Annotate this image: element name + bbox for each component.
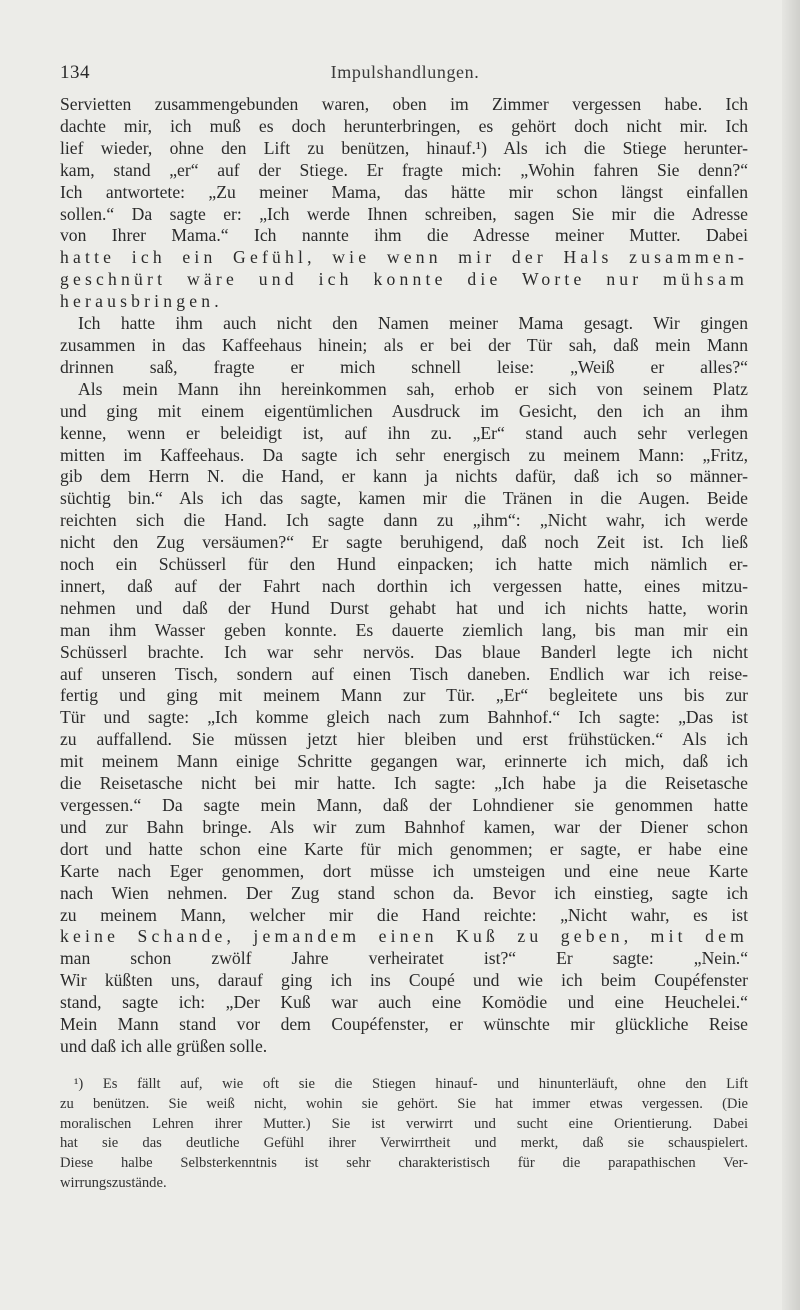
body-line: Ich hatte ihm auch nicht den Namen meiner Mama gesagt. Wir gingen [78,313,748,334]
body-line: herausbringen. [60,291,223,312]
body-text [60,94,748,1058]
page-number: 134 [60,62,90,83]
body-line: zu auffallend. Sie müssen jetzt hier bleiben und erst frühstücken.“ Als ich [60,729,748,750]
body-line: reichten sich die Hand. Ich sagte dann zu „ihm“: „Nicht wahr, ich werde [60,510,748,531]
body-line: zusammen in das Kaffeehaus hinein; als er bei der Tür sah, daß mein Mann [60,334,748,355]
page-edge-shadow [782,0,800,1310]
body-line: man schon zwölf Jahre verheiratet ist?“ Er sagte: „Nein.“ [60,948,748,969]
body-line: stand, sagte ich: „Der Kuß war auch eine Komödie und eine Heuchelei.“ [60,992,748,1013]
body-line: und zur Bahn bringe. Als wir zum Bahnhof kamen, war der Diener schon [60,816,748,837]
body-line: Tür und sagte: „Ich komme gleich nach zum Bahnhof.“ Ich sagte: „Das ist [60,707,748,728]
body-line: gib dem Herrn N. die Hand, er kann ja nichts dafür, daß ich so männer- [60,466,748,487]
body-line: Wir küßten uns, darauf ging ich ins Coupé und wie ich beim Coupéfenster [60,970,748,991]
body-line: Servietten zusammengebunden waren, oben im Zimmer vergessen habe. Ich [60,94,748,114]
body-line: dachte mir, ich muß es doch herunterbringen, es gehört doch nicht mir. Ich [60,115,748,136]
body-line: mit meinem Mann einige Schritte gegangen war, erinnerte ich mich, daß ich [60,751,748,772]
body-line: auf unseren Tisch, sondern auf einen Tisch daneben. Endlich war ich reise- [60,663,748,684]
body-line: die Reisetasche nicht bei mir hatte. Ich sagte: „Ich habe ja die Reisetasche [60,773,748,794]
body-line: nicht den Zug versäumen?“ Er sagte beruhigend, daß noch Zeit ist. Ich ließ [60,532,748,553]
body-line: kenne, wenn er beleidigt ist, auf ihn zu. „Er“ stand auch sehr verlegen [60,422,748,443]
body-line: hatte ich ein Gefühl, wie wenn mir der Hals zusammen- [60,247,748,268]
running-head: Impulshandlungen. [330,62,480,82]
body-line: dort und hatte schon eine Karte für mich genommen; er sagte, er habe eine [60,838,748,859]
body-line: Karte nach Eger genommen, dort müsse ich umsteigen und eine neue Karte [60,860,748,881]
body-line: von Ihrer Mama.“ Ich nannte ihm die Adresse meiner Mutter. Dabei [60,225,748,246]
body-line: innert, daß auf der Fahrt nach dorthin ich vergessen hatte, eines mitzu- [60,575,748,596]
body-line: kam, stand „er“ auf der Stiege. Er fragte mich: „Wohin fahren Sie denn?“ [60,159,748,180]
body-line: Als mein Mann ihn hereinkommen sah, erhob er sich von seinem Platz [78,378,748,399]
body-line: und ging mit einem eigentümlichen Ausdruck im Gesicht, den ich an ihm [60,400,748,421]
body-line: und daß ich alle grüßen solle. [60,1035,268,1056]
body-line: nehmen und daß der Hund Durst gehabt hat und ich nichts hatte, worin [60,597,748,618]
footnote-line: ¹) Es fällt auf, wie oft sie die Stiegen hinauf- und hinunterläuft, ohne den Lift [74,1076,748,1092]
body-line: mitten im Kaffeehaus. Da sagte ich sehr energisch zu meinem Mann: „Fritz, [60,444,748,465]
body-line: Ich antwortete: „Zu meiner Mama, das hätte mir schon längst einfallen [60,181,748,202]
body-line: noch ein Schüsserl für den Hund einpacken; ich hatte mich nämlich er- [60,554,748,575]
body-line: zu meinem Mann, welcher mir die Hand reichte: „Nicht wahr, es ist [60,904,748,925]
body-line: fertig und ging mit meinem Mann zur Tür. „Er“ begleitete uns bis zur [60,685,748,706]
footnote-line: hat sie das deutliche Gefühl ihrer Verwirrtheit und merkt, daß sie schauspielert. [60,1135,748,1152]
body-line: Mein Mann stand vor dem Coupéfenster, er wünschte mir glückliche Reise [60,1014,748,1035]
body-line: süchtig bin.“ Als ich das sagte, kamen mir die Tränen in die Augen. Beide [60,488,748,509]
page-header [60,62,750,88]
body-line: Schüsserl brachte. Ich war sehr nervös. Das blaue Banderl legte ich nicht [60,641,748,662]
body-line: nach Wien nehmen. Der Zug stand schon da. Bevor ich einstieg, sagte ich [60,882,748,903]
body-line: man ihm Wasser geben konnte. Es dauerte ziemlich lang, bis man mir ein [60,619,748,640]
body-line: vergessen.“ Da sagte mein Mann, daß der Lohndiener sie genommen hatte [60,795,748,815]
footnote-line: wirrungszustände. [60,1174,167,1191]
footnote-line: moralischen Lehren ihrer Mutter.) Sie ist verwirrt und sucht eine Orientierung. Dabei [60,1115,748,1132]
footnotes [60,1075,748,1194]
body-line: keine Schande, jemandem einen Kuß zu geben, mit dem [60,926,748,947]
body-line: geschnürt wäre und ich konnte die Worte nur mühsam [60,269,748,290]
footnote-line: zu benützen. Sie weiß nicht, wohin sie gehört. Sie hat immer etwas vergessen. (Die [60,1095,748,1112]
body-line: lief wieder, ohne den Lift zu benützen, hinauf.¹) Als ich die Stiege herunter- [60,137,748,158]
body-line: sollen.“ Da sagte er: „Ich werde Ihnen schreiben, sagen Sie mir die Adresse [60,203,748,224]
body-line: drinnen saß, fragte er mich schnell leise: „Weiß er alles?“ [60,356,748,377]
footnote-line: Diese halbe Selbsterkenntnis ist sehr charakteristisch für die parapathischen Ver- [60,1155,748,1172]
